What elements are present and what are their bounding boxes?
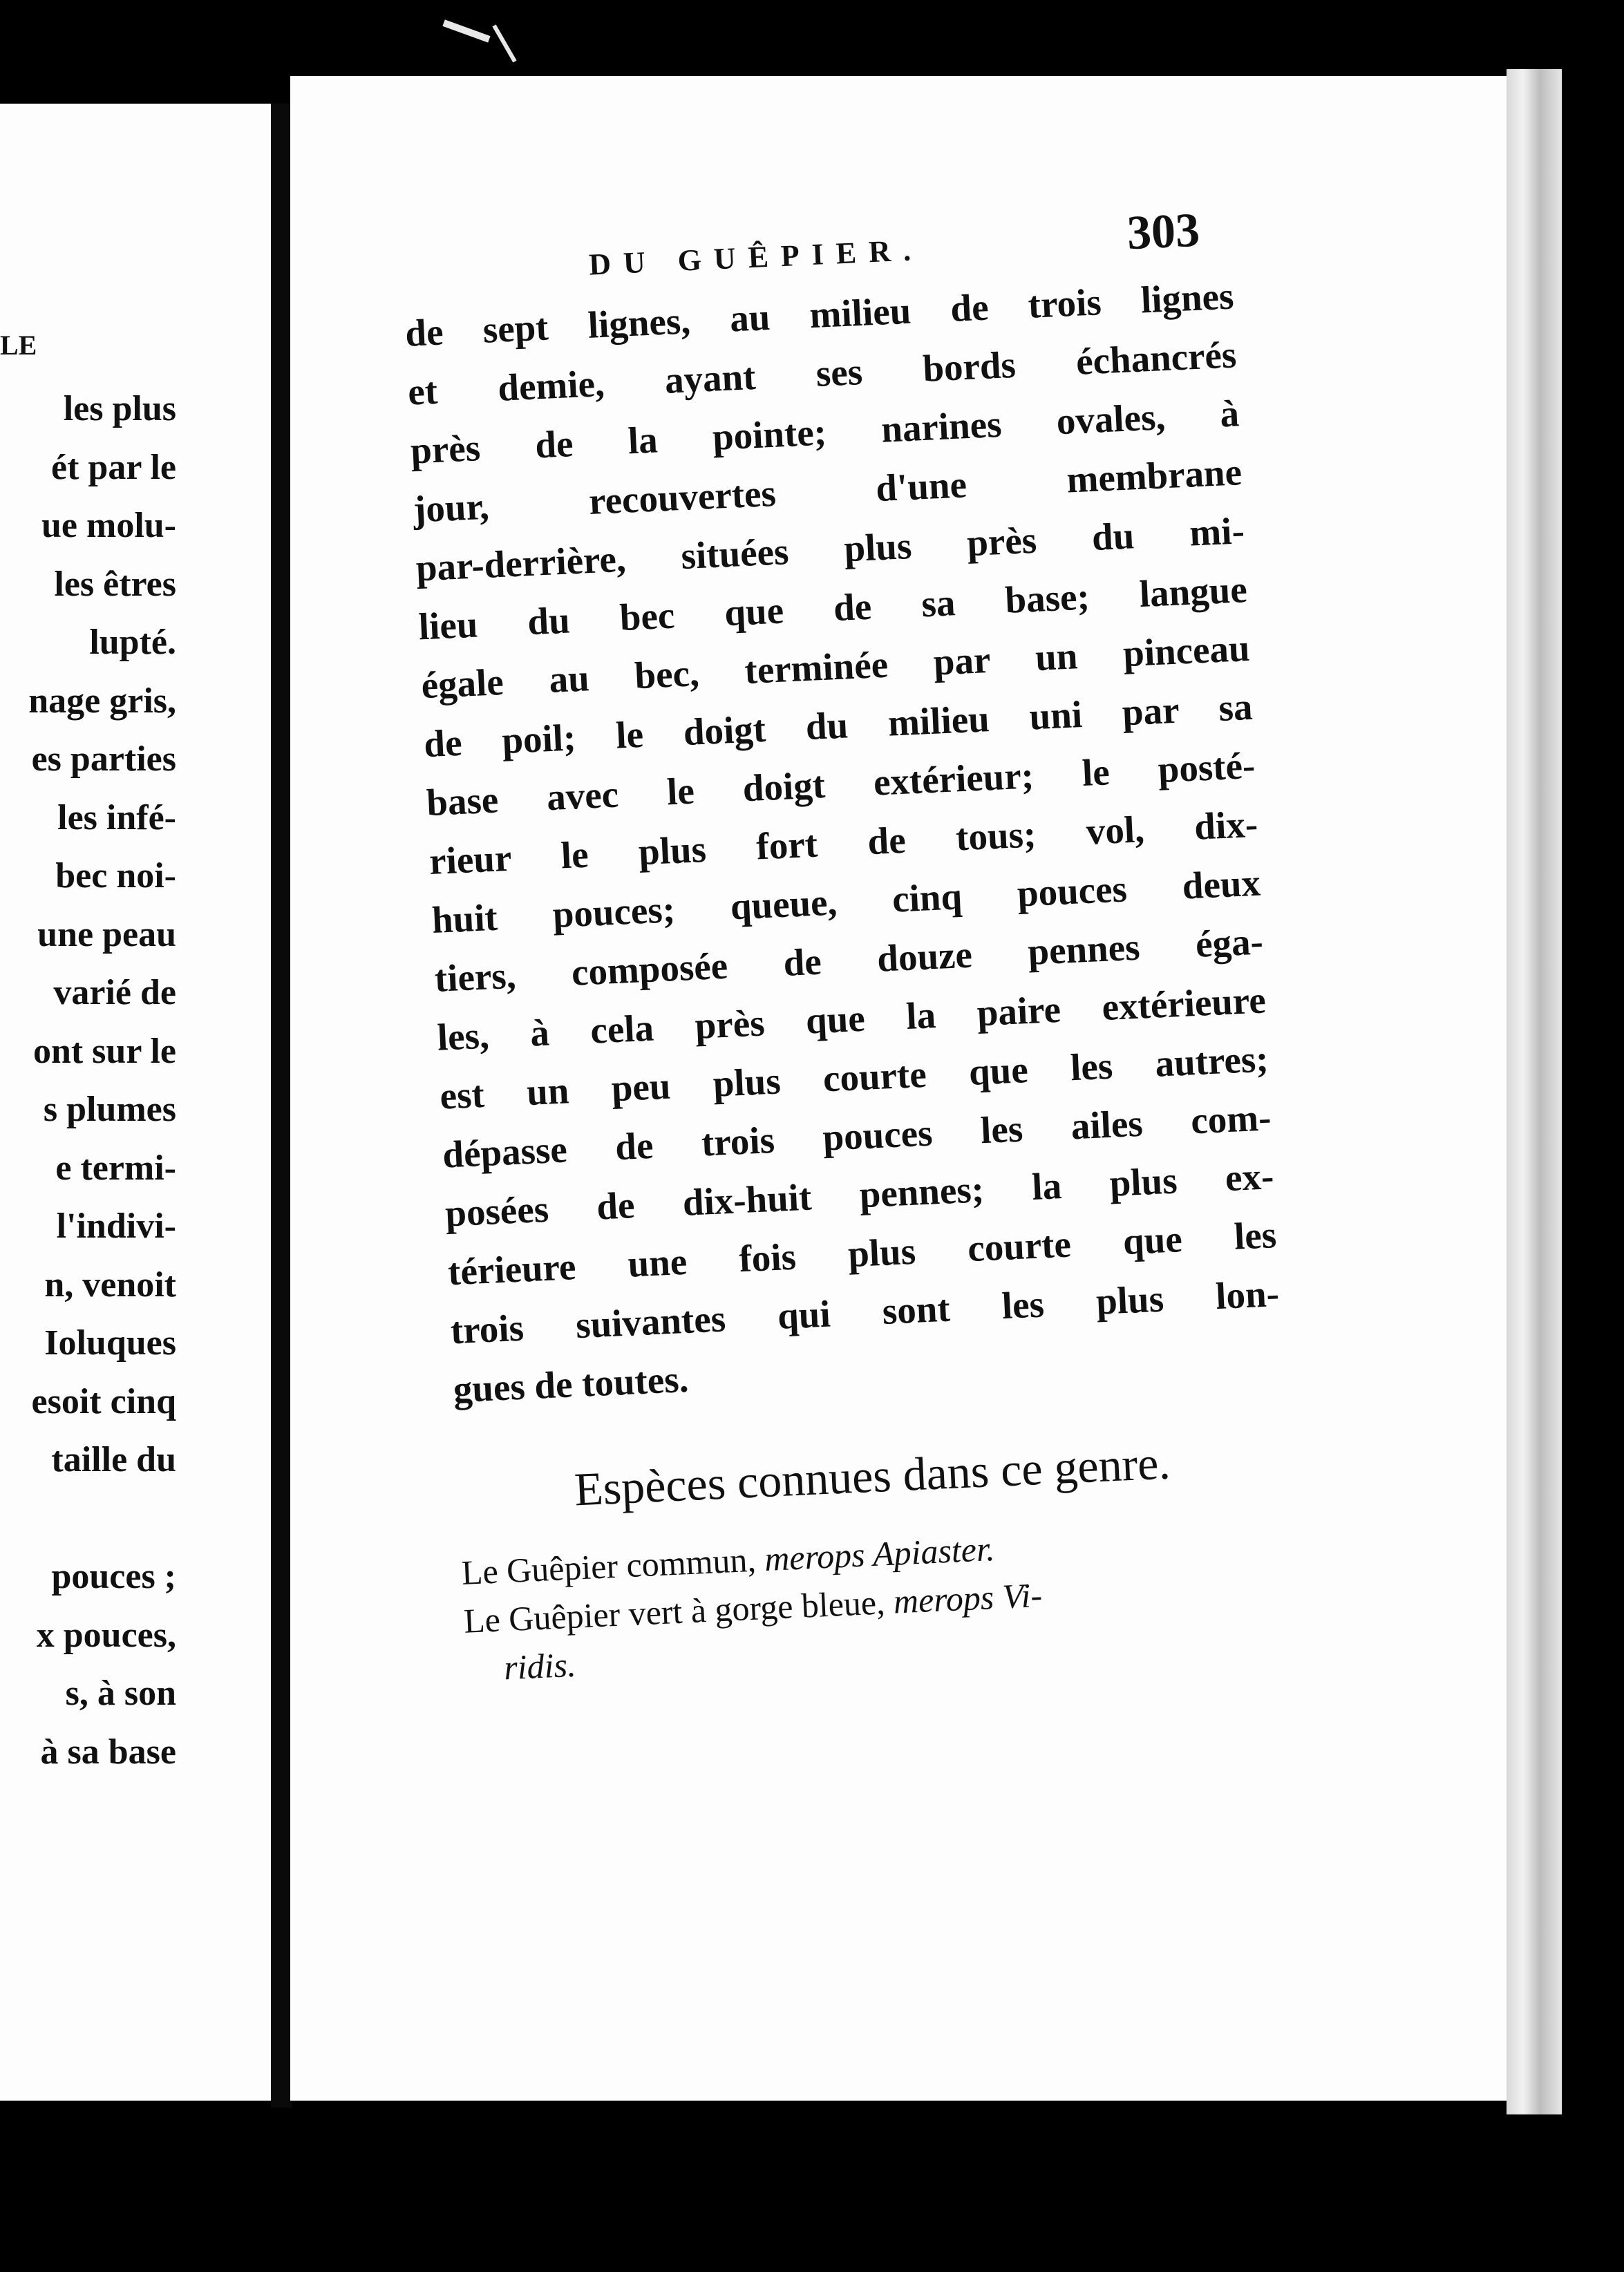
text-line-fragment: l'indivi-: [56, 1206, 176, 1246]
text-line: dépasse de trois pouces les ailes com-: [442, 1096, 1272, 1176]
text-line: base avec le doigt extérieur; le posté-: [425, 744, 1256, 824]
text-line: de poil; le doigt du milieu uni par sa: [423, 685, 1254, 766]
text-line: posées de dix-huit pennes; la plus ex-: [444, 1155, 1275, 1235]
text-line-fragment: les êtres: [54, 564, 176, 604]
species-common-name: Le Guêpier vert à gorge bleue,: [462, 1582, 886, 1640]
left-page: [0, 104, 271, 2101]
species-list: [460, 1511, 1295, 1694]
body-text: [404, 266, 1283, 1419]
text-line-fragment: [0, 1490, 176, 1549]
text-line: par-derrière, situées plus près du mi-: [415, 509, 1246, 589]
page-body: [401, 198, 1296, 1694]
text-line-fragment: taille du: [51, 1440, 176, 1479]
text-line: les, à cela près que la paire extérieure: [436, 978, 1267, 1059]
text-line-fragment: s, à son: [65, 1674, 176, 1713]
text-line: est un peu plus courte que les autres;: [439, 1037, 1269, 1117]
text-line-fragment: les plus: [63, 389, 176, 428]
species-scientific-name: merops Vi-: [892, 1575, 1044, 1621]
text-line: térieure une fois plus courte que les: [446, 1213, 1278, 1294]
section-heading: Espèces connues dans ce genre.: [573, 1436, 1171, 1516]
page-edges: [1507, 69, 1562, 2114]
text-line-fragment: les infé-: [57, 797, 176, 837]
text-line: rieur le plus fort de tous; vol, dix-: [428, 802, 1259, 883]
text-line-fragment: à sa base: [40, 1732, 176, 1772]
species-common-name: Le Guêpier commun,: [460, 1540, 757, 1592]
left-page-text: [0, 380, 176, 1781]
text-line-fragment: varié de: [53, 973, 176, 1012]
left-page-header-fragment: LE: [0, 330, 37, 361]
text-line-fragment: pouces ;: [51, 1557, 176, 1596]
text-line: huit pouces; queue, cinq pouces deux: [431, 861, 1262, 941]
text-line-fragment: s plumes: [43, 1090, 176, 1129]
text-line-fragment: n, venoit: [44, 1265, 176, 1305]
text-line: lieu du bec que de sa base; langue: [417, 568, 1248, 648]
text-line-fragment: ét par le: [51, 447, 176, 487]
species-scientific-name: merops Apiaster.: [763, 1529, 996, 1579]
text-line-fragment: nage gris,: [28, 681, 176, 721]
text-line-fragment: ont sur le: [32, 1031, 176, 1071]
text-line: et demie, ayant ses bords échancrés: [406, 333, 1238, 413]
text-line-fragment: ue molu-: [41, 506, 176, 545]
text-line-fragment: Ioluques: [44, 1323, 176, 1363]
scan-artifact: [442, 19, 490, 42]
running-title: DU GUÊPIER.: [588, 232, 924, 282]
species-scientific-name-continuation: ridis.: [502, 1645, 577, 1687]
text-line-fragment: une peau: [37, 914, 176, 954]
text-line-fragment: lupté.: [89, 623, 176, 662]
text-line-fragment: esoit cinq: [31, 1381, 176, 1421]
text-line-fragment: es parties: [31, 739, 176, 779]
text-line: tiers, composée de douze pennes éga-: [433, 920, 1265, 1000]
text-line: égale au bec, terminée par un pinceau: [420, 626, 1251, 707]
text-line-fragment: x pouces,: [36, 1615, 176, 1655]
text-line: de sept lignes, au milieu de trois lignes: [404, 274, 1235, 354]
scan-artifact: [492, 25, 516, 63]
text-line: trois suivantes qui sont les plus lon-: [449, 1271, 1281, 1352]
text-line-fragment: e termi-: [55, 1148, 176, 1188]
text-line: jour, recouvertes d'une membrane: [412, 451, 1243, 531]
right-page: [290, 76, 1507, 2101]
page-number: 303: [1126, 203, 1201, 261]
text-line-fragment: bec noi-: [55, 856, 176, 896]
text-line: gues de toutes.: [452, 1357, 690, 1411]
book-gutter: [271, 104, 292, 2108]
text-line: près de la pointe; narines ovales, à: [409, 392, 1240, 472]
